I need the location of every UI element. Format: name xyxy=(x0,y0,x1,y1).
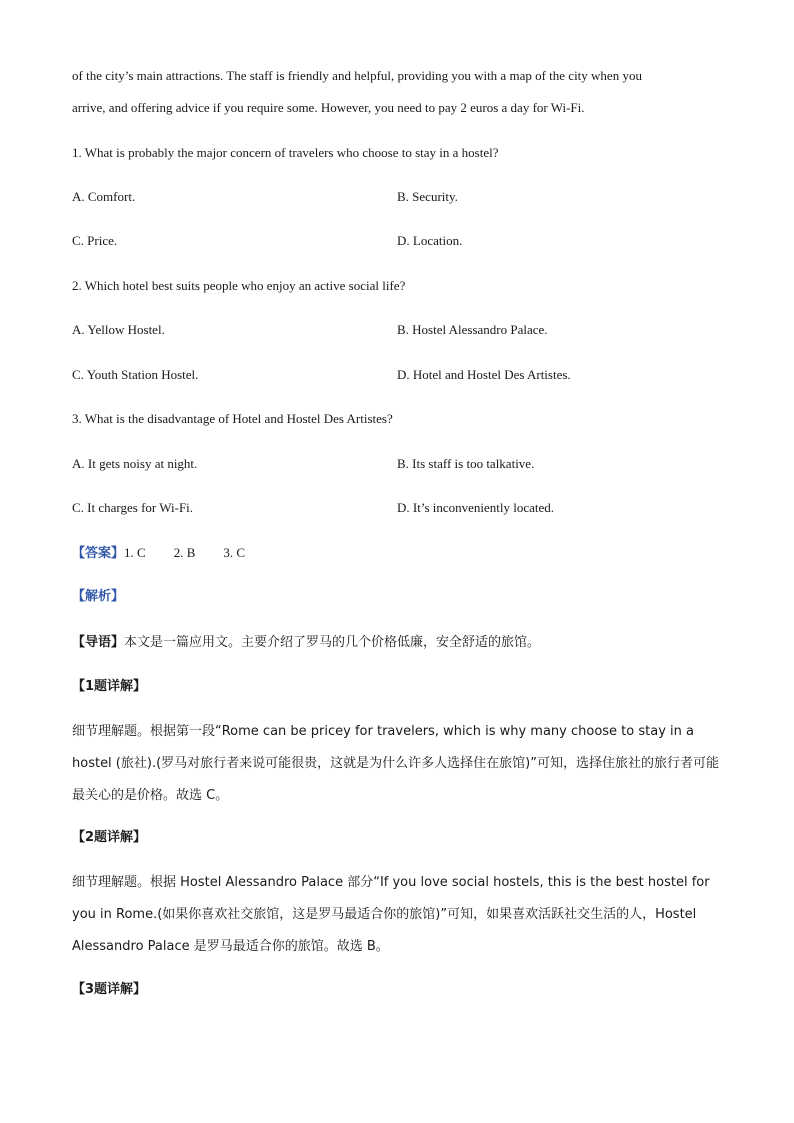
question-3-stem: 3. What is the disadvantage of Hotel and Hostel Des Artistes? xyxy=(72,411,393,426)
question-1-option-b: B. Security. xyxy=(397,189,458,204)
question-1-option-a: A. Comfort. xyxy=(72,189,136,204)
detail-2-label: 【2题详解】 xyxy=(72,830,147,845)
question-3-option-c: C. It charges for Wi-Fi. xyxy=(72,500,194,515)
question-2-option-a: A. Yellow Hostel. xyxy=(72,322,165,337)
question-1-option-d: D. Location. xyxy=(397,233,463,248)
guide-label: 【导语】 xyxy=(72,635,125,650)
guide-text: 本文是一篇应用文。主要介绍了罗马的几个价格低廉，安全舒适的旅馆。 xyxy=(124,635,541,650)
answer-3: 3. C xyxy=(223,545,246,560)
question-2-option-d: D. Hotel and Hostel Des Artistes. xyxy=(397,367,571,382)
question-3-option-b: B. Its staff is too talkative. xyxy=(397,456,535,471)
answer-1: 1. C xyxy=(124,545,146,560)
detail-1-text: 细节理解题。根据第一段“Rome can be pricey for travelers, which is why many choose to stay in a hostel (旅社).(罗马对旅行者来说可能很贵，这就是为什么许多人选择住在旅馆)”可知，选择住旅社的旅行者可能最关心的是价格。故选 C。 xyxy=(72,724,719,803)
question-3-option-d: D. It’s inconveniently located. xyxy=(397,500,555,515)
detail-2-text: 细节理解题。根据 Hostel Alessandro Palace 部分“If you love social hostels, this is the best hostel for you in Rome.(如果你喜欢社交旅馆，这是罗马最适合你的旅馆)”可知，如果喜欢活跃社交生活的人，Hostel Alessandro Palace 是罗马最适合你的旅馆。故选 B。 xyxy=(72,875,710,954)
question-1-stem: 1. What is probably the major concern of travelers who choose to stay in a hostel? xyxy=(72,145,499,160)
answer-2: 2. B xyxy=(173,545,196,560)
answer-line xyxy=(72,545,245,562)
detail-3-label: 【3题详解】 xyxy=(72,982,147,997)
detail-1-label: 【1题详解】 xyxy=(72,679,147,694)
analysis-label: 【解析】 xyxy=(72,589,125,604)
question-1-option-c: C. Price. xyxy=(72,233,118,248)
answer-label: 【答案】 xyxy=(72,546,125,561)
passage-line-1: of the city’s main attractions. The staff is friendly and helpful, providing you with a map of the city when you xyxy=(72,68,642,83)
question-2-option-c: C. Youth Station Hostel. xyxy=(72,367,199,382)
passage-line-2: arrive, and offering advice if you require some. However, you need to pay 2 euros a day for Wi-Fi. xyxy=(72,100,585,115)
question-3-option-a: A. It gets noisy at night. xyxy=(72,456,198,471)
guide-line xyxy=(72,634,540,651)
question-2-stem: 2. Which hotel best suits people who enjoy an active social life? xyxy=(72,278,406,293)
question-2-option-b: B. Hostel Alessandro Palace. xyxy=(397,322,548,337)
